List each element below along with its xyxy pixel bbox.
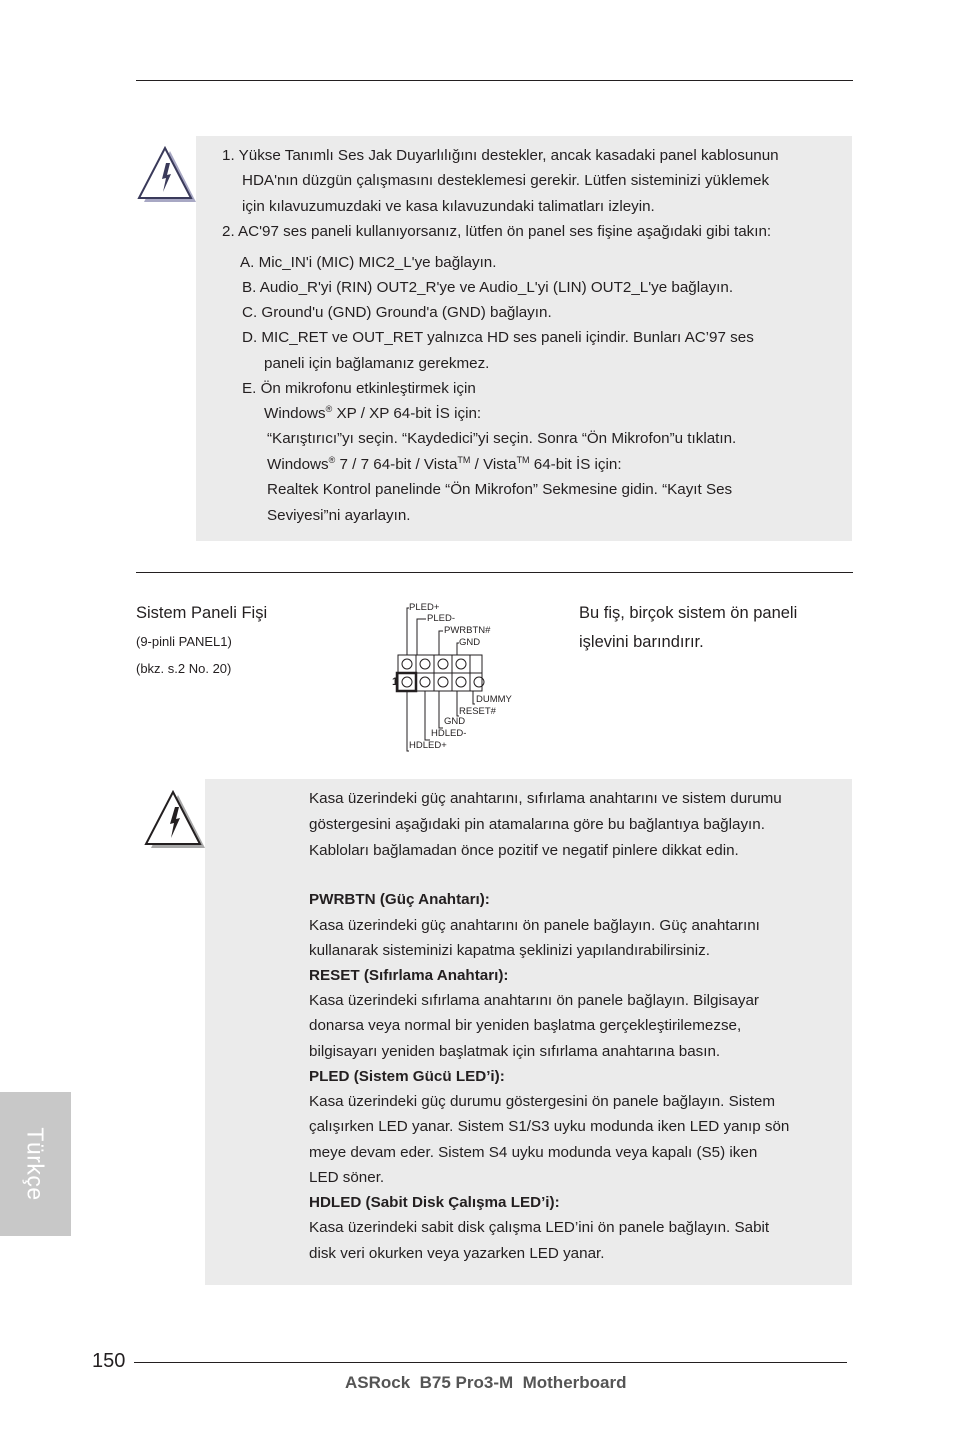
section-description-2: işlevini barındırır.	[579, 633, 704, 651]
note1-line-2: HDA'nın düzgün çalışmasını desteklemesi gerekir. Lütfen sisteminizi yüklemek	[242, 172, 770, 189]
warning-icon	[136, 146, 198, 204]
note1-line-5: A. Mic_IN'i (MIC) MIC2_L'ye bağlayın.	[240, 254, 497, 271]
pwrbtn-text-2: kullanarak sisteminizi kapatma şeklinizi yapılandırabilirsiniz.	[309, 942, 710, 959]
note2-intro-1: Kasa üzerindeki güç anahtarını, sıfırlama anahtarını ve sistem durumu	[309, 790, 782, 807]
pwrbtn-heading: PWRBTN (Güç Anahtarı):	[309, 891, 490, 908]
pled-text-1: Kasa üzerindeki güç durumu göstergesini ön panele bağlayın. Sistem	[309, 1093, 776, 1110]
note1-line-1: 1. Yükse Tanımlı Ses Jak Duyarlılığını destekler, ancak kasadaki panel kablosunun	[222, 147, 779, 164]
note1-line-8: D. MIC_RET ve OUT_RET yalnızca HD ses paneli içindir. Bunları AC’97 ses	[242, 329, 754, 346]
note2-intro-2: göstergesini aşağıdaki pin atamalarına göre bu bağlantıya bağlayın.	[309, 816, 765, 833]
hdled-text-1: Kasa üzerindeki sabit disk çalışma LED’ini ön panele bağlayın. Sabit	[309, 1219, 770, 1236]
note1-realtek-2: Seviyesi”ni ayarlayın.	[267, 507, 411, 524]
language-label: Türkçe	[22, 1127, 49, 1201]
pled-heading: PLED (Sistem Gücü LED’i):	[309, 1068, 505, 1085]
note1-xp-instructions: “Karıştırıcı”yı seçin. “Kaydedici”yi seçin. Sonra “Ön Mikrofon”u tıklatın.	[267, 430, 737, 447]
pin-label-pled-minus: PLED-	[427, 613, 455, 624]
reset-text-3: bilgisayarı yeniden başlatmak için sıfırlama anahtarına basın.	[309, 1043, 721, 1060]
reset-text-2: donarsa veya normal bir yeniden başlatma gerçekleştirilemezse,	[309, 1017, 742, 1034]
note1-windows-xp: Windows® XP / XP 64-bit İS için:	[264, 404, 482, 422]
pin-one-marker: 1	[392, 676, 399, 688]
pin-label-gnd-bottom: GND	[444, 716, 466, 727]
reset-heading: RESET (Sıfırlama Anahtarı):	[309, 967, 509, 984]
pwrbtn-text-1: Kasa üzerindeki güç anahtarını ön panele bağlayın. Güç anahtarını	[309, 917, 760, 934]
top-rule	[136, 80, 853, 81]
note1-realtek-1: Realtek Kontrol panelinde “Ön Mikrofon” Sekmesine gidin. “Kayıt Ses	[267, 481, 733, 498]
pin-label-gnd-top: GND	[459, 637, 481, 648]
note1-line-3: için kılavuzumuzdaki ve kasa kılavuzundaki talimatları izleyin.	[242, 198, 655, 215]
pin-label-hdled-minus: HDLED-	[431, 728, 467, 739]
footer-rule	[134, 1362, 847, 1363]
note1-line-9: paneli için bağlamanız gerekmez.	[264, 355, 490, 372]
page-number: 150	[92, 1350, 126, 1372]
hdled-heading: HDLED (Sabit Disk Çalışma LED’i):	[309, 1194, 560, 1211]
note1-line-6: B. Audio_R'yi (RIN) OUT2_R'ye ve Audio_L'yi (LIN) OUT2_L'ye bağlayın.	[242, 279, 734, 296]
pled-text-4: LED söner.	[309, 1169, 385, 1186]
pin-label-pwrbtn: PWRBTN#	[444, 625, 491, 636]
warning-icon	[144, 790, 206, 850]
note1-line-7: C. Ground'u (GND) Ground'a (GND) bağlayın.	[242, 304, 552, 321]
note2-intro-3: Kabloları bağlamadan önce pozitif ve negatif pinlere dikkat edin.	[309, 842, 739, 859]
section-description-1: Bu fiş, birçok sistem ön paneli	[579, 604, 798, 622]
note1-windows-7: Windows® 7 / 7 64-bit / Vista™ / Vista™ 64-bit İS için:	[267, 455, 622, 473]
pled-text-2: çalışırken LED yanar. Sistem S1/S3 uyku modunda iken LED yanıp sön	[309, 1118, 790, 1135]
reset-text-1: Kasa üzerindeki sıfırlama anahtarını ön panele bağlayın. Bilgisayar	[309, 992, 759, 1009]
language-tab	[0, 1092, 71, 1236]
pin-label-reset: RESET#	[459, 706, 496, 717]
section-subtitle-pins: (9-pinli PANEL1)	[136, 634, 232, 649]
note1-line-10: E. Ön mikrofonu etkinleştirmek için	[242, 380, 476, 397]
pin-label-pled-plus: PLED+	[409, 602, 440, 613]
footer-product: ASRock B75 Pro3-M Motherboard	[345, 1373, 627, 1392]
pled-text-3: meye devam eder. Sistem S4 uyku modunda veya kapalı (S5) iken	[309, 1144, 758, 1161]
pin-label-hdled-plus: HDLED+	[409, 740, 447, 751]
pin-label-dummy: DUMMY	[476, 694, 512, 705]
note1-line-4: 2. AC'97 ses paneli kullanıyorsanız, lütfen ön panel ses fişine aşağıdaki gibi takın:	[222, 223, 772, 240]
section-subtitle-ref: (bkz. s.2 No. 20)	[136, 661, 232, 676]
section-rule	[136, 572, 853, 573]
hdled-text-2: disk veri okurken veya yazarken LED yanar.	[309, 1245, 605, 1262]
section-title: Sistem Paneli Fişi	[136, 604, 268, 622]
